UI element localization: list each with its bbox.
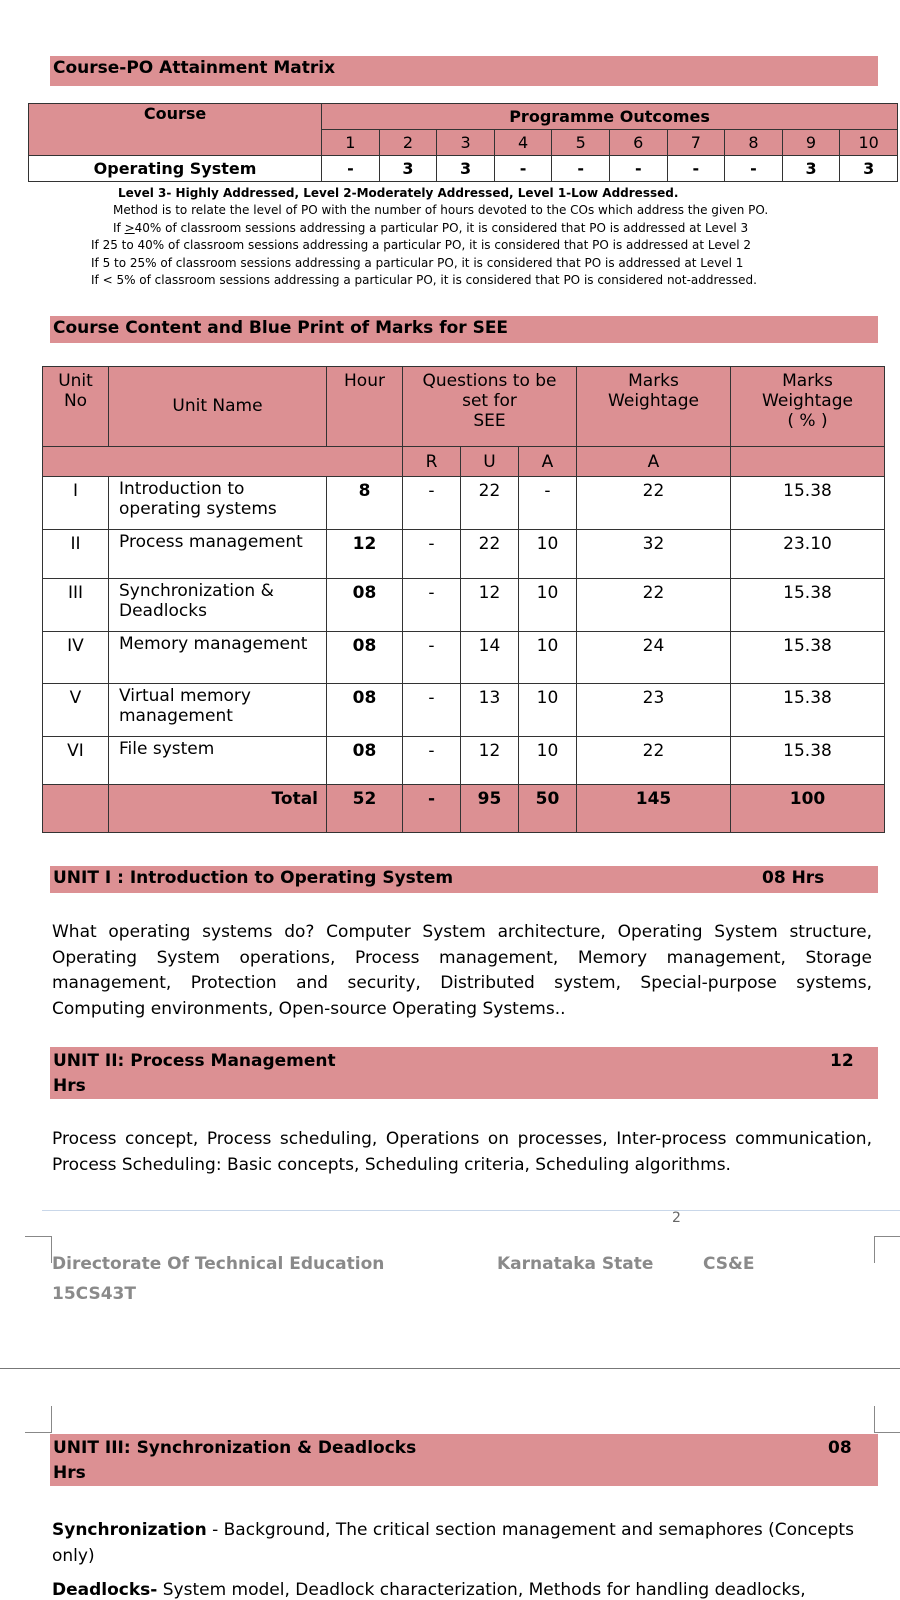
header-percent — [731, 367, 885, 447]
course-name: Operating System — [29, 156, 322, 182]
unit1-content: What operating systems do? Computer System architecture, Operating System structure, Operating System operations, Process management, Memory management, Storage management, Protection and security, Distributed system, Special-purpose systems, Computing environments, Open-source Operating Systems.. — [52, 922, 872, 1019]
footer-org: Directorate Of Technical Education — [52, 1254, 385, 1274]
header-u: U — [461, 447, 519, 477]
po-number: 8 — [725, 130, 783, 156]
header-text: SEE — [473, 411, 506, 431]
unit-hour: 08 — [327, 684, 403, 737]
synchronization-paragraph — [52, 1518, 872, 1569]
total-blank — [43, 785, 109, 833]
po-number: 4 — [494, 130, 552, 156]
po-value: - — [609, 156, 667, 182]
unit-marks: 23 — [577, 684, 731, 737]
unit-a: 10 — [519, 684, 577, 737]
unit2-hours-num: 12 — [830, 1051, 854, 1071]
unit-name: Virtual memory management — [109, 684, 327, 737]
unit-hour: 8 — [327, 477, 403, 530]
header-a: A — [519, 447, 577, 477]
footer-state: Karnataka State — [497, 1254, 654, 1274]
rule-text: 40% of classroom sessions addressing a particular PO, it is considered that PO is addressed at Level 3 — [134, 220, 749, 235]
crop-mark — [874, 1236, 900, 1263]
blueprint-table — [42, 366, 885, 833]
synchronization-text: - Background, The critical section management and semaphores (Concepts only) — [52, 1520, 854, 1566]
unit-u: 14 — [461, 632, 519, 684]
unit-hour: 08 — [327, 579, 403, 632]
footer-dept: CS&E — [703, 1254, 755, 1274]
deadlocks-paragraph — [52, 1578, 872, 1600]
po-value: - — [552, 156, 610, 182]
po-number: 2 — [379, 130, 437, 156]
page-separator — [0, 1368, 900, 1369]
total-hour: 52 — [327, 785, 403, 833]
unit-percent: 15.38 — [731, 477, 885, 530]
unit-name: Synchronization & Deadlocks — [109, 579, 327, 632]
table-row — [43, 579, 885, 632]
crop-mark — [874, 1406, 900, 1433]
unit-r: - — [403, 579, 461, 632]
total-r: - — [403, 785, 461, 833]
method-note: Method is to relate the level of PO with the number of hours devoted to the COs which address the given PO. — [113, 203, 769, 218]
rule-prefix: If — [113, 220, 125, 235]
outcomes-header: Programme Outcomes — [322, 104, 898, 130]
header-text: Unit — [58, 371, 93, 391]
unit2-hours-unit: Hrs — [53, 1076, 86, 1096]
po-number: 3 — [437, 130, 495, 156]
unit-marks: 32 — [577, 530, 731, 579]
table-row — [43, 477, 885, 530]
po-section-title: Course-PO Attainment Matrix — [50, 56, 878, 86]
unit-hour: 12 — [327, 530, 403, 579]
po-value: 3 — [437, 156, 495, 182]
footer-code: 15CS43T — [52, 1284, 136, 1304]
po-value: 3 — [782, 156, 840, 182]
unit3-title: UNIT III: Synchronization & Deadlocks — [53, 1438, 417, 1458]
po-number: 6 — [609, 130, 667, 156]
unit2-content: Process concept, Process scheduling, Operations on processes, Inter-process communication, Process Scheduling: Basic concepts, Scheduling criteria, Scheduling algorithms. — [52, 1129, 872, 1175]
unit-no: III — [43, 579, 109, 632]
footer-divider — [42, 1210, 900, 1211]
unit-marks: 22 — [577, 737, 731, 785]
unit-a: - — [519, 477, 577, 530]
unit-no: IV — [43, 632, 109, 684]
table-row — [43, 684, 885, 737]
total-a: 50 — [519, 785, 577, 833]
deadlocks-label: Deadlocks- — [52, 1580, 158, 1600]
unit1-title: UNIT I : Introduction to Operating System — [53, 868, 454, 888]
unit-u: 12 — [461, 737, 519, 785]
table-row — [43, 737, 885, 785]
rule-level-2: If 25 to 40% of classroom sessions addressing a particular PO, it is considered that PO is addressed at Level 2 — [91, 238, 752, 253]
unit-marks: 22 — [577, 477, 731, 530]
header-text: Marks — [782, 371, 833, 391]
po-attainment-table — [28, 103, 898, 182]
unit-name: Introduction to operating systems — [109, 477, 327, 530]
subheader-blank — [43, 447, 403, 477]
po-value: - — [725, 156, 783, 182]
po-number: 5 — [552, 130, 610, 156]
unit-percent: 15.38 — [731, 684, 885, 737]
blueprint-title: Course Content and Blue Print of Marks for SEE — [50, 316, 878, 343]
header-hour: Hour — [327, 367, 403, 447]
unit3-hours-unit: Hrs — [53, 1463, 86, 1483]
unit3-hours-num: 08 — [828, 1438, 852, 1458]
header-text: Weightage — [762, 391, 853, 411]
header-a-marks: A — [577, 447, 731, 477]
crop-mark — [25, 1236, 52, 1263]
unit-a: 10 — [519, 632, 577, 684]
po-value: - — [667, 156, 725, 182]
unit-marks: 24 — [577, 632, 731, 684]
po-number: 10 — [840, 130, 898, 156]
unit-no: II — [43, 530, 109, 579]
unit-u: 13 — [461, 684, 519, 737]
total-row — [43, 785, 885, 833]
unit-a: 10 — [519, 579, 577, 632]
unit-hour: 08 — [327, 737, 403, 785]
po-value: 3 — [840, 156, 898, 182]
geq-symbol: > — [124, 220, 135, 235]
crop-mark — [25, 1406, 52, 1433]
header-r: R — [403, 447, 461, 477]
course-header: Course — [29, 104, 322, 156]
po-notes — [0, 185, 900, 289]
header-marks — [577, 367, 731, 447]
header-text: Marks — [628, 371, 679, 391]
unit2-header — [50, 1047, 878, 1099]
total-percent: 100 — [731, 785, 885, 833]
unit-u: 22 — [461, 530, 519, 579]
unit-percent: 15.38 — [731, 632, 885, 684]
header-text: No — [63, 391, 88, 411]
table-row — [43, 530, 885, 579]
unit-u: 12 — [461, 579, 519, 632]
header-text: Weightage — [608, 391, 699, 411]
unit-percent: 23.10 — [731, 530, 885, 579]
total-marks: 145 — [577, 785, 731, 833]
header-unit-no — [43, 367, 109, 447]
unit-r: - — [403, 737, 461, 785]
unit-no: I — [43, 477, 109, 530]
header-text: set for — [462, 391, 517, 411]
unit-u: 22 — [461, 477, 519, 530]
unit-a: 10 — [519, 737, 577, 785]
po-number: 7 — [667, 130, 725, 156]
unit-a: 10 — [519, 530, 577, 579]
po-number: 1 — [322, 130, 380, 156]
table-row — [43, 632, 885, 684]
unit-name: Memory management — [109, 632, 327, 684]
unit-name: File system — [109, 737, 327, 785]
header-text: ( % ) — [787, 411, 828, 431]
unit-hour: 08 — [327, 632, 403, 684]
rule-level-1: If 5 to 25% of classroom sessions addressing a particular PO, it is considered that PO is addressed at Level 1 — [91, 255, 744, 270]
unit2-title: UNIT II: Process Management — [53, 1051, 336, 1071]
header-unit-name: Unit Name — [109, 367, 327, 447]
rule-not-addressed: If < 5% of classroom sessions addressing a particular PO, it is considered that PO is considered not-addressed. — [91, 273, 757, 288]
synchronization-label: Synchronization — [52, 1520, 207, 1540]
deadlocks-text: System model, Deadlock characterization, Methods for handling deadlocks, — [157, 1580, 806, 1600]
total-u: 95 — [461, 785, 519, 833]
total-label: Total — [109, 785, 327, 833]
unit-name: Process management — [109, 530, 327, 579]
subheader-blank — [731, 447, 885, 477]
unit-r: - — [403, 632, 461, 684]
po-number: 9 — [782, 130, 840, 156]
header-text: Questions to be — [422, 371, 557, 391]
unit-r: - — [403, 530, 461, 579]
unit-marks: 22 — [577, 579, 731, 632]
unit1-hours: 08 Hrs — [762, 868, 825, 888]
unit-r: - — [403, 477, 461, 530]
po-value: 3 — [379, 156, 437, 182]
header-questions — [403, 367, 577, 447]
level-legend: Level 3- Highly Addressed, Level 2-Moderately Addressed, Level 1-Low Addressed. — [118, 186, 679, 200]
unit-percent: 15.38 — [731, 579, 885, 632]
unit1-header — [50, 866, 878, 893]
po-value: - — [322, 156, 380, 182]
page-number: 2 — [672, 1210, 681, 1226]
unit-percent: 15.38 — [731, 737, 885, 785]
unit-no: V — [43, 684, 109, 737]
po-value: - — [494, 156, 552, 182]
unit3-header — [50, 1434, 878, 1486]
unit-no: VI — [43, 737, 109, 785]
unit-r: - — [403, 684, 461, 737]
rule-level-3 — [113, 220, 900, 237]
